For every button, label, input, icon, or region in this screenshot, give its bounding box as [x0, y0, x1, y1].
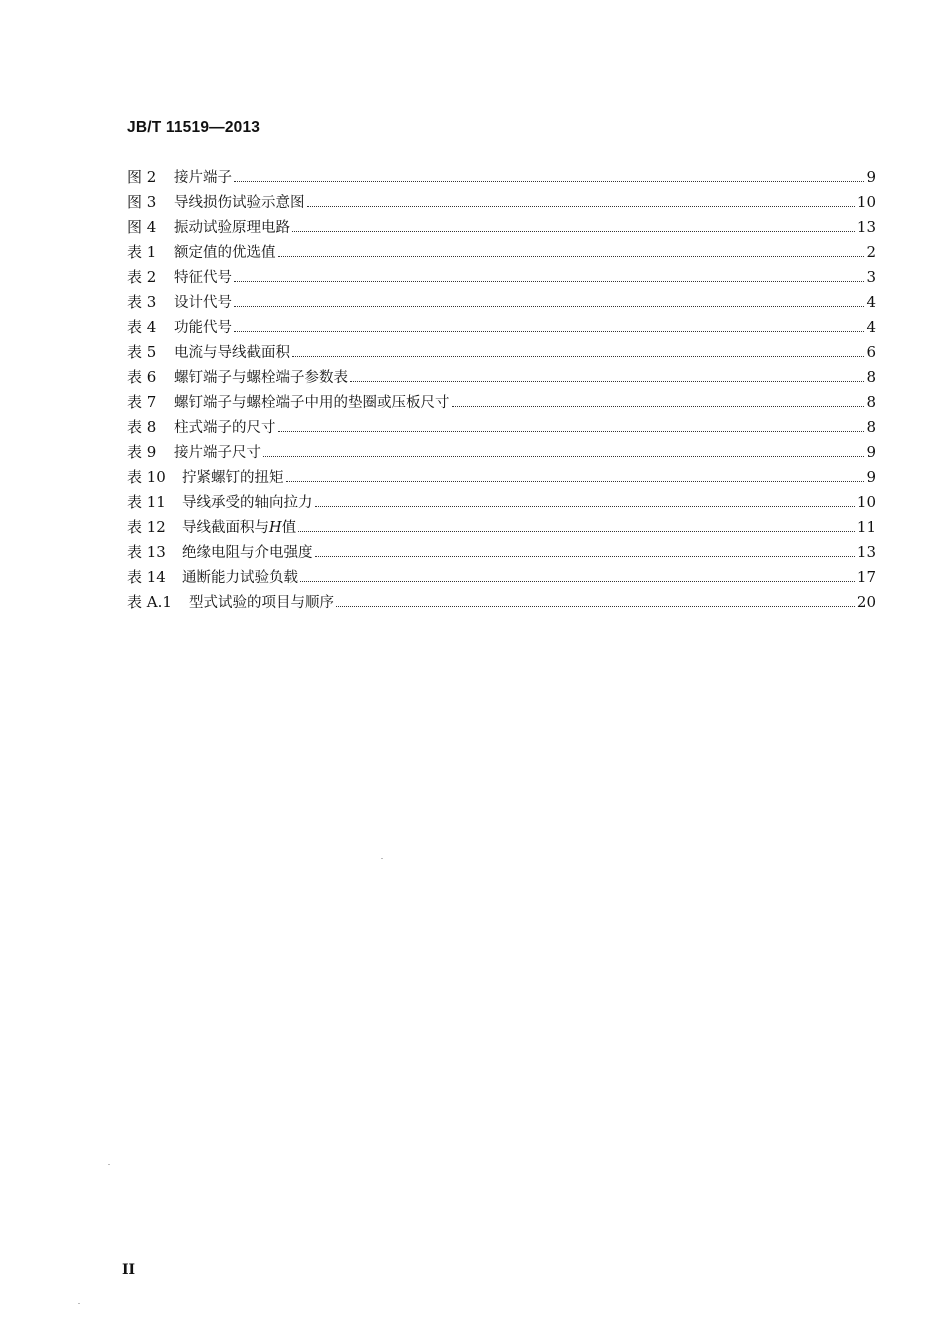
toc-entry-label: 表 3: [127, 293, 157, 311]
toc-entry-table-9[interactable]: [127, 441, 876, 466]
toc-entry-table-4[interactable]: [127, 316, 876, 341]
toc-entry-label: 图 4: [127, 218, 157, 236]
toc-entry-page: 8: [866, 418, 876, 436]
toc-dot-leader: [286, 481, 865, 482]
toc-entry-table-7[interactable]: [127, 391, 876, 416]
toc-entry-page: 9: [866, 468, 876, 486]
toc-entry-table-11[interactable]: [127, 491, 876, 516]
toc-entry-title: 电流与导线截面积: [174, 345, 290, 361]
toc-entry-label: 表 9: [127, 443, 157, 461]
toc-entry-page: 13: [856, 218, 876, 236]
toc-dot-leader: [300, 581, 855, 582]
toc-entry-label: 表 14: [127, 568, 166, 586]
toc-dot-leader: [452, 406, 865, 407]
toc-entry-label: 表 11: [127, 493, 166, 511]
toc-entry-title: 接片端子尺寸: [174, 445, 261, 461]
toc-dot-leader: [234, 331, 864, 332]
toc-entry-page: 13: [856, 543, 876, 561]
document-code: JB/T 11519—2013: [127, 119, 261, 136]
toc-entry-title: 振动试验原理电路: [174, 220, 290, 236]
toc-entry-label: 表 13: [127, 543, 166, 561]
toc-dot-leader: [292, 231, 855, 232]
toc-entry-title: 功能代号: [174, 320, 232, 336]
toc-entry-title: 螺钉端子与螺栓端子参数表: [174, 370, 348, 386]
toc-entry-table-6[interactable]: [127, 366, 876, 391]
toc-entry-label: 表 A.1: [127, 593, 172, 611]
toc-entry-title: 绝缘电阻与介电强度: [182, 545, 313, 561]
toc-dot-leader: [336, 606, 855, 607]
toc-entry-table-2[interactable]: [127, 266, 876, 291]
toc-dot-leader: [278, 431, 865, 432]
toc-dot-leader: [315, 556, 855, 557]
toc-entry-fig-3[interactable]: [127, 191, 876, 216]
scan-speck: [78, 1303, 80, 1304]
toc-entry-title: 螺钉端子与螺栓端子中用的垫圈或压板尺寸: [174, 395, 450, 411]
toc-entry-label: 表 1: [127, 243, 157, 261]
toc-entry-page: 20: [856, 593, 876, 611]
toc-entry-label: 表 2: [127, 268, 157, 286]
scan-speck: [108, 1164, 110, 1165]
toc-entry-title: 型式试验的项目与顺序: [189, 595, 334, 611]
toc-entry-table-13[interactable]: [127, 541, 876, 566]
toc-entry-title-text: 导线截面积与: [182, 520, 269, 536]
toc-dot-leader: [350, 381, 864, 382]
toc-entry-table-10[interactable]: [127, 466, 876, 491]
toc-entry-title: 通断能力试验负载: [182, 570, 298, 586]
toc-entry-title: 柱式端子的尺寸: [174, 420, 276, 436]
toc-entry-page: 4: [866, 318, 876, 336]
table-of-contents: [127, 166, 876, 616]
toc-dot-leader: [234, 281, 864, 282]
toc-entry-label: 表 8: [127, 418, 157, 436]
toc-dot-leader: [234, 181, 864, 182]
toc-entry-page: 6: [866, 343, 876, 361]
toc-entry-table-14[interactable]: [127, 566, 876, 591]
toc-dot-leader: [315, 506, 855, 507]
toc-entry-title: 设计代号: [174, 295, 232, 311]
toc-dot-leader: [278, 256, 865, 257]
toc-entry-label: 图 2: [127, 168, 157, 186]
toc-entry-table-8[interactable]: [127, 416, 876, 441]
toc-entry-title-suffix: 值: [281, 520, 297, 536]
toc-entry-page: 3: [866, 268, 876, 286]
toc-entry-table-1[interactable]: [127, 241, 876, 266]
toc-entry-label: 表 7: [127, 393, 157, 411]
toc-entry-title: [182, 516, 296, 537]
toc-entry-table-a1[interactable]: [127, 591, 876, 616]
toc-entry-label: 表 5: [127, 343, 157, 361]
toc-entry-table-3[interactable]: [127, 291, 876, 316]
toc-entry-page: 4: [866, 293, 876, 311]
toc-entry-page: 9: [866, 443, 876, 461]
toc-entry-page: 17: [856, 568, 876, 586]
toc-dot-leader: [234, 306, 864, 307]
toc-entry-title: 额定值的优选值: [174, 245, 276, 261]
toc-entry-page: 10: [856, 493, 876, 511]
toc-entry-fig-4[interactable]: [127, 216, 876, 241]
toc-dot-leader: [298, 531, 855, 532]
toc-dot-leader: [307, 206, 855, 207]
toc-entry-title: 接片端子: [174, 170, 232, 186]
toc-entry-title: 特征代号: [174, 270, 232, 286]
toc-entry-title: 导线承受的轴向拉力: [182, 495, 313, 511]
toc-entry-page: 8: [866, 368, 876, 386]
toc-entry-page: 2: [866, 243, 876, 261]
toc-entry-title: 拧紧螺钉的扭矩: [182, 470, 284, 486]
toc-entry-label: 图 3: [127, 193, 157, 211]
page-number: II: [122, 1262, 136, 1278]
toc-entry-label: 表 6: [127, 368, 157, 386]
toc-entry-table-12[interactable]: [127, 516, 876, 541]
toc-entry-page: 9: [866, 168, 876, 186]
toc-entry-title-variable: H: [269, 520, 282, 536]
toc-entry-page: 10: [856, 193, 876, 211]
toc-dot-leader: [263, 456, 864, 457]
toc-entry-table-5[interactable]: [127, 341, 876, 366]
toc-entry-label: 表 12: [127, 518, 166, 536]
toc-entry-label: 表 10: [127, 468, 166, 486]
toc-entry-page: 11: [856, 518, 876, 536]
toc-entry-fig-2[interactable]: [127, 166, 876, 191]
toc-dot-leader: [292, 356, 864, 357]
scan-speck: [381, 858, 383, 859]
toc-entry-page: 8: [866, 393, 876, 411]
toc-entry-title: 导线损伤试验示意图: [174, 195, 305, 211]
toc-entry-label: 表 4: [127, 318, 157, 336]
